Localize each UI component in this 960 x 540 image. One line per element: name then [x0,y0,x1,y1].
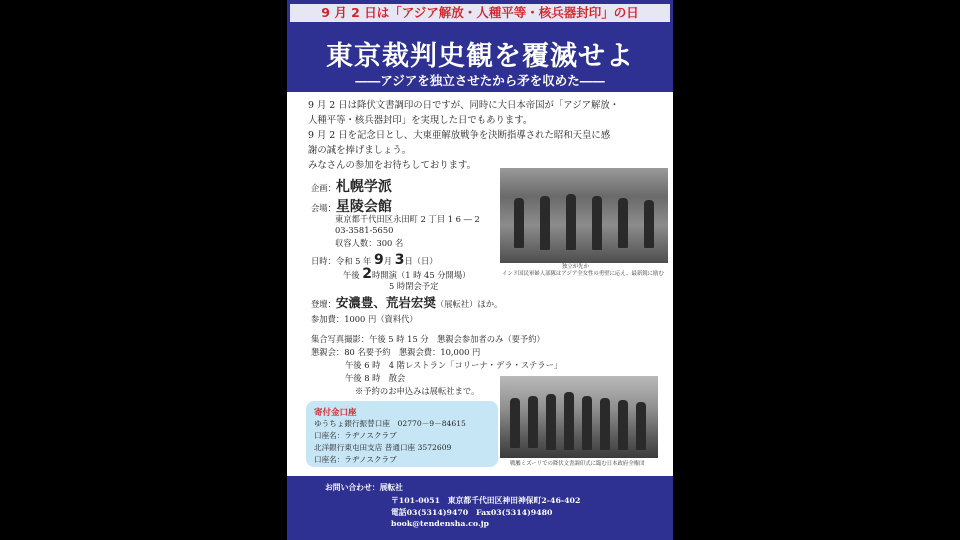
organizer-name: 札幌学派 [335,179,392,195]
venue-label: 会場： [311,203,336,213]
organizer-row [311,176,392,196]
figure-silhouette [514,198,524,248]
date-day: 3 [394,252,405,268]
donation-line: 口座名：ラヂノスクラブ [314,455,397,464]
donation-line: 口座名：ラヂノスクラブ [314,431,397,440]
venue-address: 東京都千代田区永田町 2 丁目 1 6 ― 2 [335,214,480,224]
contact-phone: 電話03(5314)9470 Fax03(5314)9480 [391,508,553,517]
figure-silhouette [546,394,556,450]
speakers-names: 安濃豊、荒岩宏奨 [335,295,436,310]
page-title: 東京裁判史観を覆滅せよ [326,41,634,72]
figure-silhouette [540,196,550,250]
figure-silhouette [600,398,610,450]
intro-line: 人種平等・核兵器封印」を実現した日でもあります。 [308,115,533,126]
figure-silhouette [564,392,574,450]
figure-silhouette [636,402,646,450]
intro-line: 9 月 2 日は降伏文書調印の日ですが、同時に大日本帝国が「アジア解放・ [308,100,620,111]
top-banner [287,0,673,30]
contact-label [325,482,403,493]
figure-silhouette [582,396,592,450]
venue-name: 星陵会館 [335,199,392,215]
party-line: 午後 8 時 散会 [345,373,406,383]
photo-session: 集合写真撮影：午後 5 時 15 分 懇親会参加者のみ（要予約） [311,334,545,344]
date-label: 日時： [311,256,336,266]
donation-line: 北洋銀行東屯田支店 普通口座 3572609 [314,443,452,452]
donation-box [306,401,498,467]
fee: 参加費：1000 円（資料代） [311,314,418,324]
intro-line: みなさんの参加をお待ちしております。 [308,160,477,171]
title-box [287,30,673,92]
time-prefix: 午後 [343,270,360,280]
photo-surrender-ceremony [500,376,658,458]
date-month-unit: 月 [383,256,393,266]
figure-silhouette [566,194,576,250]
venue-phone: 03-3581-5650 [335,225,394,235]
figure-silhouette [644,200,654,248]
photo-marching-women [500,168,668,263]
party-note: ※予約のお申込みは展転社まで。 [355,386,480,396]
speakers-row [311,293,502,311]
venue-capacity: 収容人数：300 名 [335,238,404,248]
donation-line: ゆうちょ銀行振替口座 02770－9－84615 [314,419,466,428]
date-month: 9 [374,252,384,268]
figure-silhouette [592,196,602,250]
organizer-label: 企画： [311,183,336,193]
page-subtitle: ――アジアを独立させたから矛を収めた―― [355,73,605,88]
date-day-unit: 日（日） [404,256,438,266]
speakers-label: 登壇： [311,299,336,309]
close-time: 5 時閉会予定 [389,281,439,291]
start-hour: 2 [362,266,372,282]
photo2-caption: 戦艦ミズーリでの降伏文書調印式に臨む日本政府全権団 [510,461,645,467]
figure-silhouette [618,400,628,450]
intro-line: 9 月 2 日を記念日とし、大東亜解放戦争を決断指導された昭和天皇に感 [308,130,611,141]
contact-label-text: お問い合わせ： [325,483,380,492]
contact-email[interactable]: book@tendensha.co.jp [391,519,489,528]
date-prefix: 令和 5 年 [335,256,372,266]
figure-silhouette [618,198,628,248]
donation-title: 寄付金口座 [314,408,357,418]
intro-line: 謝の誠を捧げましょう。 [308,145,412,156]
contact-name: 展転社 [379,483,403,492]
photo1-caption: インド国民軍婦人部隊はアジア全女性の勇壁に応え、最新鋭に励む [502,271,664,277]
party-line: 懇親会：80 名要予約 懇親会費：10,000 円 [311,347,481,357]
contact-postal: 〒101-0051 東京都千代田区神田神保町2-46-402 [391,496,581,505]
contact-footer [287,476,673,540]
party-line: 午後 6 時 4 階レストラン「コリーナ・デラ・ステラー」 [345,360,563,370]
banner-text: 9 月 2 日は「アジア解放・人種平等・核兵器封印」の日 [290,4,670,22]
intro-text [308,98,668,173]
figure-silhouette [510,398,520,448]
figure-silhouette [528,396,538,448]
speakers-note: （展転社）ほか。 [435,299,503,309]
start-suffix: 時開演（1 時 45 分開場） [372,270,471,280]
flyer [287,0,673,540]
photo1-caption-title: 独立が先か [562,264,589,270]
